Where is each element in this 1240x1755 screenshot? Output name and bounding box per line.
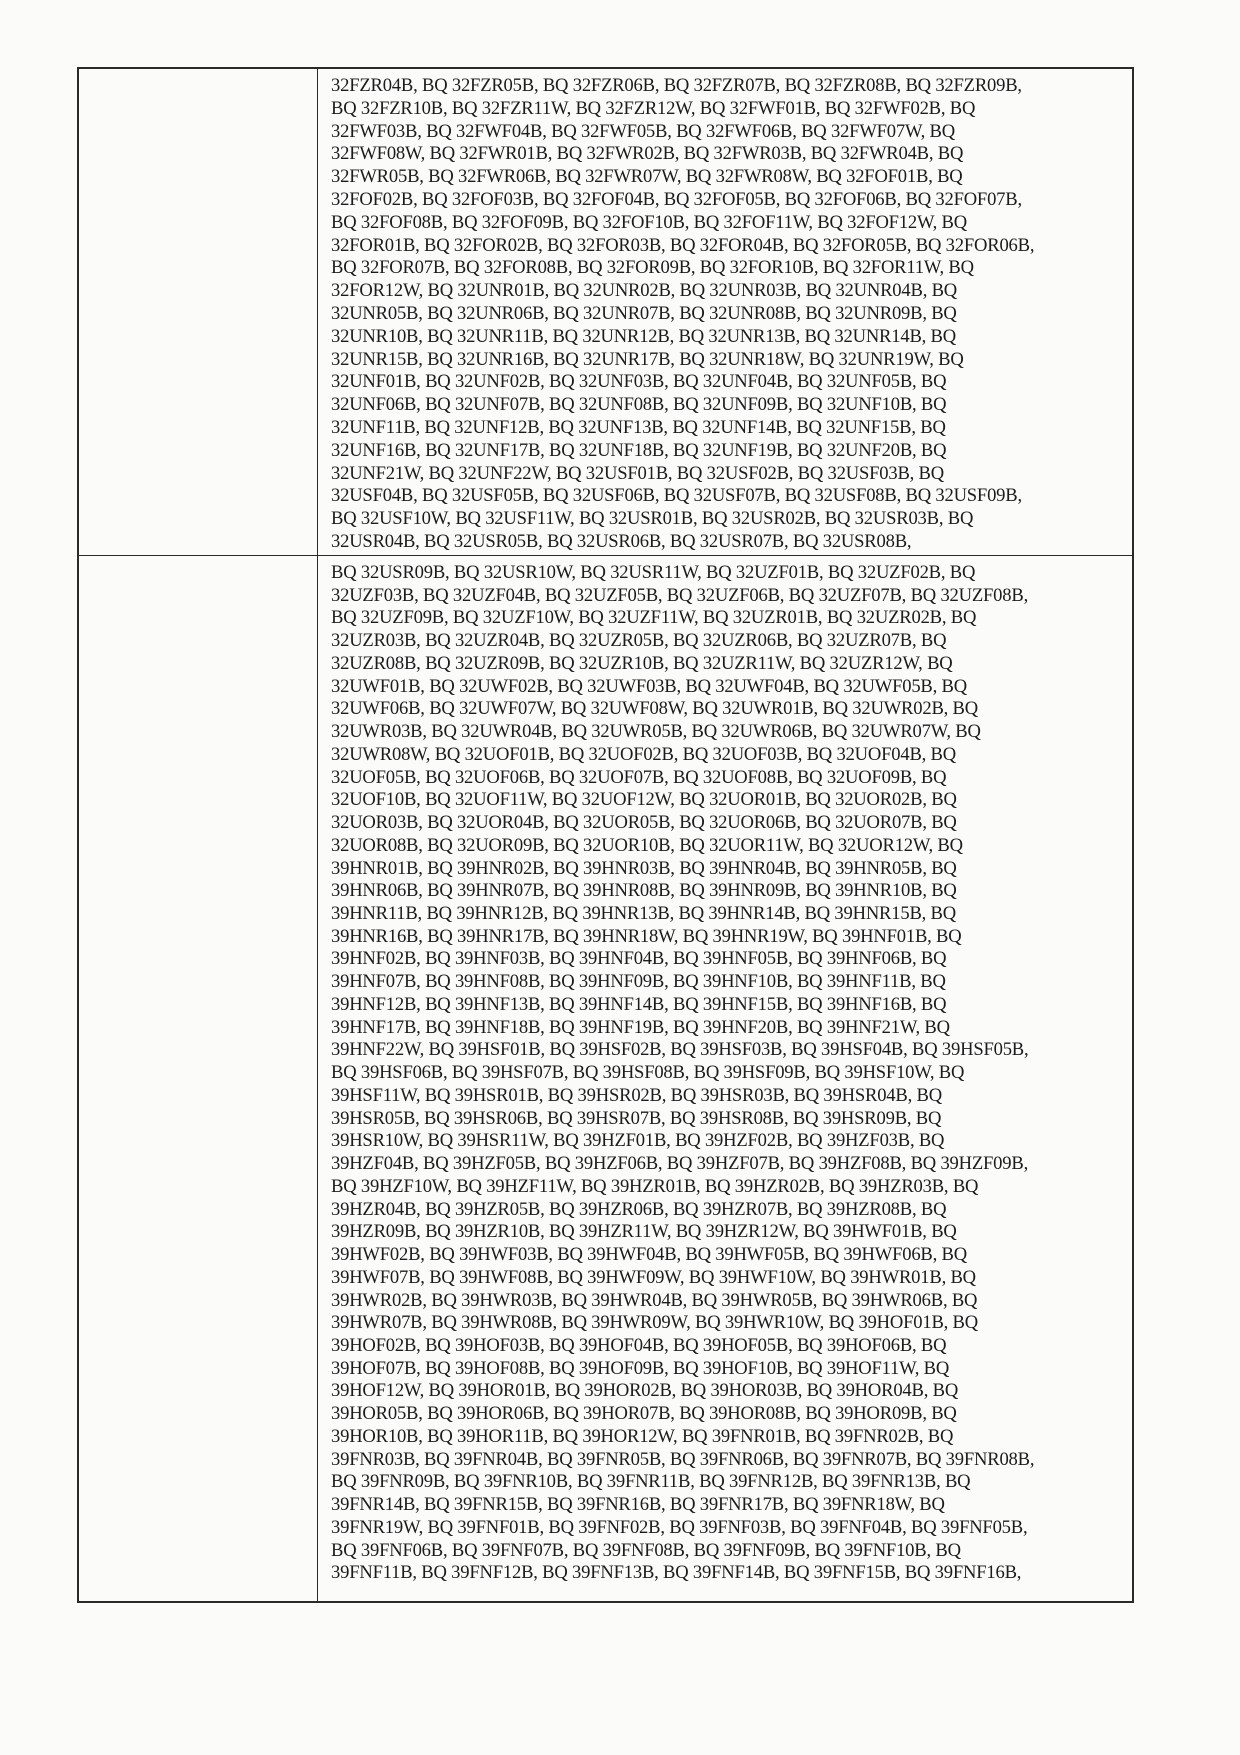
text-line: 39HSR05B, BQ 39HSR06B, BQ 39HSR07B, BQ 39HSR08B, BQ 39HSR09B, BQ	[331, 1107, 942, 1129]
text-line: 32UWF01B, BQ 32UWF02B, BQ 32UWF03B, BQ 32UWF04B, BQ 32UWF05B, BQ	[331, 675, 967, 697]
text-line: 32UZF03B, BQ 32UZF04B, BQ 32UZF05B, BQ 32UZF06B, BQ 32UZF07B, BQ 32UZF08B,	[331, 584, 1029, 606]
text-line: 39HZR09B, BQ 39HZR10B, BQ 39HZR11W, BQ 39HZR12W, BQ 39HWF01B, BQ	[331, 1221, 957, 1243]
text-line: 39HNF17B, BQ 39HNF18B, BQ 39HNF19B, BQ 39HNF20B, BQ 39HNF21W, BQ	[331, 1016, 950, 1038]
text-line: 32UWR03B, BQ 32UWR04B, BQ 32UWR05B, BQ 32UWR06B, BQ 32UWR07W, BQ	[331, 721, 981, 743]
text-line: BQ 32FOR07B, BQ 32FOR08B, BQ 32FOR09B, BQ 32FOR10B, BQ 32FOR11W, BQ	[331, 257, 974, 279]
table-cell-model-list	[318, 556, 1132, 1601]
text-line: 39HNR11B, BQ 39HNR12B, BQ 39HNR13B, BQ 39HNR14B, BQ 39HNR15B, BQ	[331, 903, 956, 925]
text-line: 39HNF07B, BQ 39HNF08B, BQ 39HNF09B, BQ 39HNF10B, BQ 39HNF11B, BQ	[331, 971, 946, 993]
text-line: 32UOR08B, BQ 32UOR09B, BQ 32UOR10B, BQ 32UOR11W, BQ 32UOR12W, BQ	[331, 834, 963, 856]
text-line: 39HWF07B, BQ 39HWF08B, BQ 39HWF09W, BQ 39HWF10W, BQ 39HWR01B, BQ	[331, 1266, 976, 1288]
text-line: 39FNR03B, BQ 39FNR04B, BQ 39FNR05B, BQ 39FNR06B, BQ 39FNR07B, BQ 39FNR08B,	[331, 1448, 1035, 1470]
text-line: 32UOF10B, BQ 32UOF11W, BQ 32UOF12W, BQ 32UOR01B, BQ 32UOR02B, BQ	[331, 789, 957, 811]
text-line: 39HOF07B, BQ 39HOF08B, BQ 39HOF09B, BQ 39HOF10B, BQ 39HOF11W, BQ	[331, 1357, 950, 1379]
text-line: BQ 32UZF09B, BQ 32UZF10W, BQ 32UZF11W, BQ 32UZR01B, BQ 32UZR02B, BQ	[331, 607, 977, 629]
table-cell-left-empty	[79, 69, 318, 555]
text-line: 32UNF01B, BQ 32UNF02B, BQ 32UNF03B, BQ 32UNF04B, BQ 32UNF05B, BQ	[331, 371, 947, 393]
text-line: BQ 32FOF08B, BQ 32FOF09B, BQ 32FOF10B, BQ 32FOF11W, BQ 32FOF12W, BQ	[331, 211, 967, 233]
text-line: 39HZR04B, BQ 39HZR05B, BQ 39HZR06B, BQ 39HZR07B, BQ 39HZR08B, BQ	[331, 1198, 947, 1220]
table-cell-model-list	[318, 69, 1132, 555]
text-line: BQ 39HZF10W, BQ 39HZF11W, BQ 39HZR01B, BQ 39HZR02B, BQ 39HZR03B, BQ	[331, 1175, 979, 1197]
text-line: 32FOF02B, BQ 32FOF03B, BQ 32FOF04B, BQ 32FOF05B, BQ 32FOF06B, BQ 32FOF07B,	[331, 188, 1022, 210]
table-row	[79, 556, 1132, 1601]
text-line: 39HWF02B, BQ 39HWF03B, BQ 39HWF04B, BQ 39HWF05B, BQ 39HWF06B, BQ	[331, 1244, 967, 1266]
text-line: 39HNR01B, BQ 39HNR02B, BQ 39HNR03B, BQ 39HNR04B, BQ 39HNR05B, BQ	[331, 857, 957, 879]
text-line: 32UNF21W, BQ 32UNF22W, BQ 32USF01B, BQ 32USF02B, BQ 32USF03B, BQ	[331, 462, 944, 484]
text-line: 32FWR05B, BQ 32FWR06B, BQ 32FWR07W, BQ 32FWR08W, BQ 32FOF01B, BQ	[331, 166, 963, 188]
text-line: 32UZR08B, BQ 32UZR09B, BQ 32UZR10B, BQ 32UZR11W, BQ 32UZR12W, BQ	[331, 652, 953, 674]
text-line: 39HWR07B, BQ 39HWR08B, BQ 39HWR09W, BQ 39HWR10W, BQ 39HOF01B, BQ	[331, 1312, 978, 1334]
text-line: 32FOR12W, BQ 32UNR01B, BQ 32UNR02B, BQ 32UNR03B, BQ 32UNR04B, BQ	[331, 280, 958, 302]
text-line: 32FZR04B, BQ 32FZR05B, BQ 32FZR06B, BQ 32FZR07B, BQ 32FZR08B, BQ 32FZR09B,	[331, 75, 1022, 96]
text-line: 32UWF06B, BQ 32UWF07W, BQ 32UWF08W, BQ 32UWR01B, BQ 32UWR02B, BQ	[331, 698, 978, 720]
table-cell-left-empty	[79, 556, 318, 1601]
text-line: 39HOR10B, BQ 39HOR11B, BQ 39HOR12W, BQ 39FNR01B, BQ 39FNR02B, BQ	[331, 1425, 954, 1447]
text-line: 32UNR10B, BQ 32UNR11B, BQ 32UNR12B, BQ 32UNR13B, BQ 32UNR14B, BQ	[331, 325, 956, 347]
text-line: 39HSF11W, BQ 39HSR01B, BQ 39HSR02B, BQ 39HSR03B, BQ 39HSR04B, BQ	[331, 1084, 942, 1106]
text-line: 39HZF04B, BQ 39HZF05B, BQ 39HZF06B, BQ 39HZF07B, BQ 39HZF08B, BQ 39HZF09B,	[331, 1153, 1029, 1175]
text-line: 39HOR05B, BQ 39HOR06B, BQ 39HOR07B, BQ 39HOR08B, BQ 39HOR09B, BQ	[331, 1403, 957, 1425]
text-line: BQ 32USF10W, BQ 32USF11W, BQ 32USR01B, BQ 32USR02B, BQ 32USR03B, BQ	[331, 508, 974, 530]
text-line: 39HNF02B, BQ 39HNF03B, BQ 39HNF04B, BQ 39HNF05B, BQ 39HNF06B, BQ	[331, 948, 947, 970]
text-line: 32FWF03B, BQ 32FWF04B, BQ 32FWF05B, BQ 32FWF06B, BQ 32FWF07W, BQ	[331, 120, 955, 142]
text-line: 39HNR16B, BQ 39HNR17B, BQ 39HNR18W, BQ 39HNR19W, BQ 39HNF01B, BQ	[331, 925, 962, 947]
text-line: 39FNR14B, BQ 39FNR15B, BQ 39FNR16B, BQ 39FNR17B, BQ 39FNR18W, BQ	[331, 1494, 945, 1516]
text-line: BQ 32FZR10B, BQ 32FZR11W, BQ 32FZR12W, BQ 32FWF01B, BQ 32FWF02B, BQ	[331, 97, 976, 119]
table-row	[79, 69, 1132, 556]
text-line: 32USR04B, BQ 32USR05B, BQ 32USR06B, BQ 32USR07B, BQ 32USR08B,	[331, 530, 912, 552]
text-line: 39HNF22W, BQ 39HSF01B, BQ 39HSF02B, BQ 39HSF03B, BQ 39HSF04B, BQ 39HSF05B,	[331, 1039, 1029, 1061]
text-line: 39HOF02B, BQ 39HOF03B, BQ 39HOF04B, BQ 39HOF05B, BQ 39HOF06B, BQ	[331, 1334, 947, 1356]
text-line: BQ 32USR09B, BQ 32USR10W, BQ 32USR11W, BQ 32UZF01B, BQ 32UZF02B, BQ	[331, 562, 976, 583]
text-line: BQ 39FNR09B, BQ 39FNR10B, BQ 39FNR11B, BQ 39FNR12B, BQ 39FNR13B, BQ	[331, 1471, 971, 1493]
text-line: 32UNF11B, BQ 32UNF12B, BQ 32UNF13B, BQ 32UNF14B, BQ 32UNF15B, BQ	[331, 416, 946, 438]
text-line: 39HNR06B, BQ 39HNR07B, BQ 39HNR08B, BQ 39HNR09B, BQ 39HNR10B, BQ	[331, 880, 957, 902]
text-line: BQ 39HSF06B, BQ 39HSF07B, BQ 39HSF08B, BQ 39HSF09B, BQ 39HSF10W, BQ	[331, 1062, 965, 1084]
text-line: 32UWR08W, BQ 32UOF01B, BQ 32UOF02B, BQ 32UOF03B, BQ 32UOF04B, BQ	[331, 743, 956, 765]
text-line: 39FNR19W, BQ 39FNF01B, BQ 39FNF02B, BQ 39FNF03B, BQ 39FNF04B, BQ 39FNF05B,	[331, 1516, 1028, 1538]
text-line: 32UZR03B, BQ 32UZR04B, BQ 32UZR05B, BQ 32UZR06B, BQ 32UZR07B, BQ	[331, 630, 947, 652]
text-line: 39HWR02B, BQ 39HWR03B, BQ 39HWR04B, BQ 39HWR05B, BQ 39HWR06B, BQ	[331, 1289, 978, 1311]
text-line: 32UNF16B, BQ 32UNF17B, BQ 32UNF18B, BQ 32UNF19B, BQ 32UNF20B, BQ	[331, 439, 947, 461]
text-line: 32FWF08W, BQ 32FWR01B, BQ 32FWR02B, BQ 32FWR03B, BQ 32FWR04B, BQ	[331, 143, 964, 165]
text-line: 39HNF12B, BQ 39HNF13B, BQ 39HNF14B, BQ 39HNF15B, BQ 39HNF16B, BQ	[331, 993, 947, 1015]
text-line: 32FOR01B, BQ 32FOR02B, BQ 32FOR03B, BQ 32FOR04B, BQ 32FOR05B, BQ 32FOR06B,	[331, 234, 1035, 256]
text-line: 32UNF06B, BQ 32UNF07B, BQ 32UNF08B, BQ 32UNF09B, BQ 32UNF10B, BQ	[331, 394, 947, 416]
text-line: 32USF04B, BQ 32USF05B, BQ 32USF06B, BQ 32USF07B, BQ 32USF08B, BQ 32USF09B,	[331, 485, 1022, 507]
text-line: 32UOF05B, BQ 32UOF06B, BQ 32UOF07B, BQ 32UOF08B, BQ 32UOF09B, BQ	[331, 766, 947, 788]
text-line: 32UNR15B, BQ 32UNR16B, BQ 32UNR17B, BQ 32UNR18W, BQ 32UNR19W, BQ	[331, 348, 964, 370]
text-line: 32UNR05B, BQ 32UNR06B, BQ 32UNR07B, BQ 32UNR08B, BQ 32UNR09B, BQ	[331, 302, 957, 324]
text-line: 39HOF12W, BQ 39HOR01B, BQ 39HOR02B, BQ 39HOR03B, BQ 39HOR04B, BQ	[331, 1380, 959, 1402]
text-line: 39HSR10W, BQ 39HSR11W, BQ 39HZF01B, BQ 39HZF02B, BQ 39HZF03B, BQ	[331, 1130, 945, 1152]
text-line: BQ 39FNF06B, BQ 39FNF07B, BQ 39FNF08B, BQ 39FNF09B, BQ 39FNF10B, BQ	[331, 1539, 961, 1561]
text-line: 39FNF11B, BQ 39FNF12B, BQ 39FNF13B, BQ 39FNF14B, BQ 39FNF15B, BQ 39FNF16B,	[331, 1562, 1022, 1584]
text-line: 32UOR03B, BQ 32UOR04B, BQ 32UOR05B, BQ 32UOR06B, BQ 32UOR07B, BQ	[331, 812, 957, 834]
document-table	[77, 67, 1134, 1603]
